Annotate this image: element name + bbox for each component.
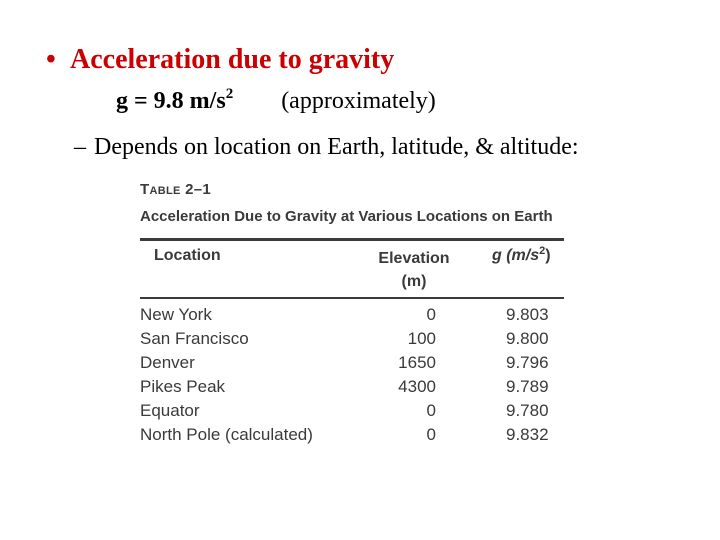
column-header-g-exponent: 2	[539, 245, 546, 257]
table-row	[140, 399, 566, 423]
formula-exponent: 2	[225, 86, 234, 102]
cell-g: 9.803	[506, 305, 549, 324]
formula-expression: g = 9.8 m/s	[116, 88, 226, 114]
heading-text: Acceleration due to gravity	[70, 44, 395, 75]
table-row	[140, 375, 566, 399]
table-label-number: 2–1	[185, 181, 212, 198]
table-header-rule	[140, 297, 564, 299]
table-caption: Acceleration Due to Gravity at Various Locations on Earth	[140, 208, 553, 225]
cell-location: Pikes Peak	[140, 377, 226, 396]
table-row	[140, 351, 566, 375]
sub-point	[74, 134, 579, 161]
column-header-elevation: Elevation (m)	[378, 250, 450, 290]
sub-point-text: Depends on location on Earth, latitude, & altitude:	[94, 134, 579, 160]
cell-location: Equator	[140, 401, 200, 420]
cell-g: 9.780	[506, 401, 549, 420]
column-header-location: Location	[154, 247, 221, 264]
table-header	[140, 241, 566, 297]
column-header-g	[492, 247, 551, 265]
sub-point-dash: –	[74, 134, 86, 160]
formula-line	[116, 88, 436, 115]
cell-location: New York	[140, 305, 212, 324]
table-row	[140, 423, 566, 447]
slide-heading	[46, 44, 394, 76]
cell-g: 9.832	[506, 425, 549, 444]
table-label	[140, 180, 566, 201]
cell-elevation: 1650	[398, 353, 436, 372]
cell-elevation: 0	[426, 305, 436, 324]
cell-elevation: 0	[426, 425, 436, 444]
formula-note: (approximately)	[281, 88, 436, 114]
table-label-small: ABLE	[149, 185, 181, 197]
cell-elevation: 0	[426, 401, 436, 420]
cell-elevation: 4300	[398, 377, 436, 396]
column-header-g-close: )	[545, 247, 551, 264]
cell-g: 9.796	[506, 353, 549, 372]
cell-location: Denver	[140, 353, 195, 372]
gravity-table	[140, 180, 566, 447]
cell-elevation: 100	[407, 329, 436, 348]
cell-g: 9.800	[506, 329, 549, 348]
gravity-formula	[116, 88, 233, 114]
column-header-g-label: g (m/s	[492, 247, 540, 264]
cell-location: San Francisco	[140, 329, 249, 348]
table-row	[140, 327, 566, 351]
table-label-prefix: T	[140, 181, 150, 198]
bullet-marker: •	[46, 44, 56, 75]
cell-g: 9.789	[506, 377, 549, 396]
cell-location: North Pole (calculated)	[140, 425, 313, 444]
table-body	[140, 303, 566, 447]
table-row	[140, 303, 566, 327]
